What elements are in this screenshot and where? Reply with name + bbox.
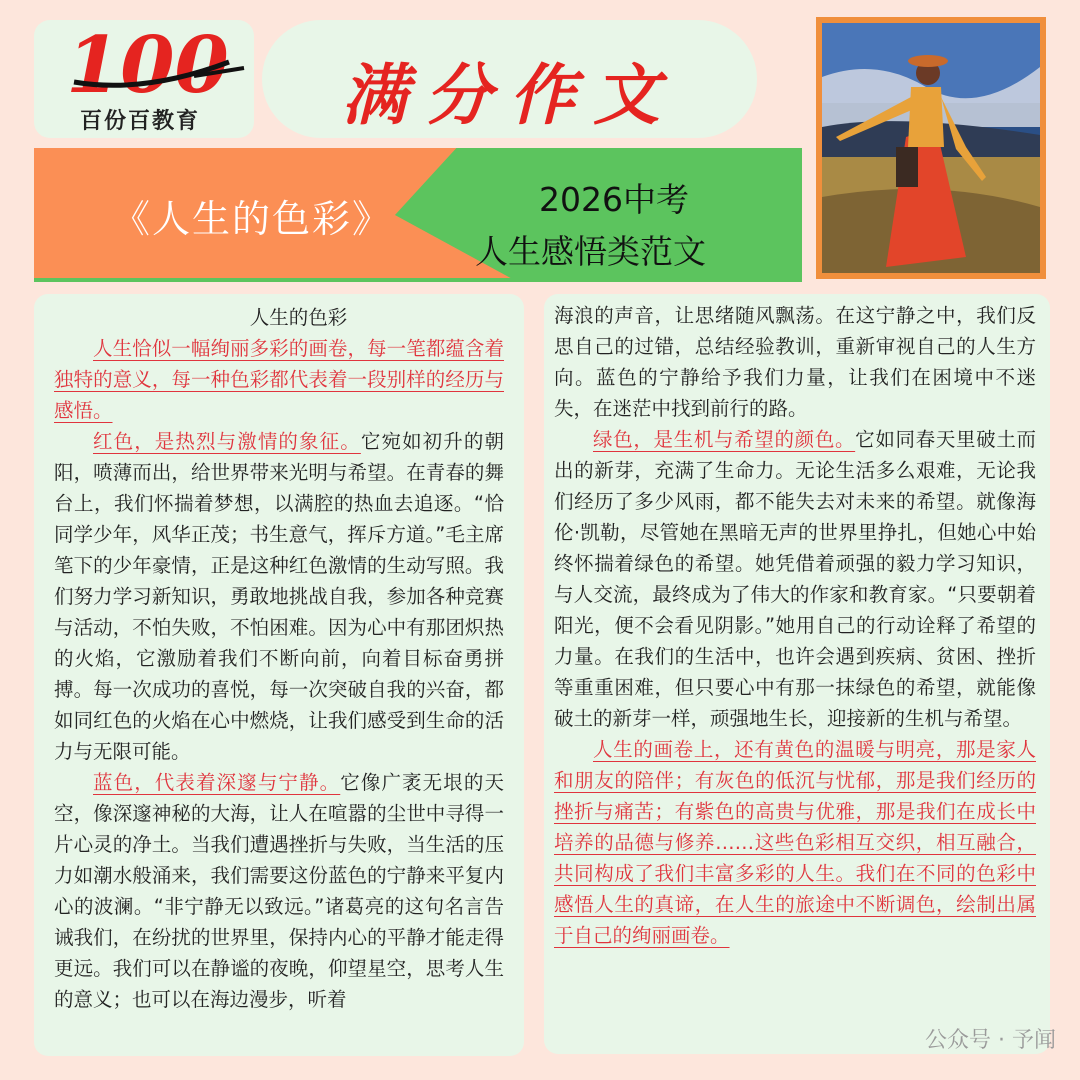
essay-column-right: [544, 294, 1050, 1054]
green-highlight: 绿色，是生机与希望的颜色。: [593, 428, 856, 451]
logo-text: 百份百教育: [80, 109, 201, 134]
paragraph-blue-continued: 海浪的声音，让思绪随风飘荡。在这宁静之中，我们反思自己的过错，总结经验教训，重新审视自己的人生方向。蓝色的宁静给予我们力量，让我们在困境中不迷失，在迷茫中找到前行的路。: [554, 304, 1036, 420]
paragraph-conclusion: [554, 734, 1036, 951]
green-text: 它如同春天里破土而出的新芽，充满了生命力。无论生活多么艰难，无论我们经历了多少风雨，都不能失去对未来的希望。就像海伦·凯勒，尽管她在黑暗无声的世界里挣扎，但她心中始终怀揣着绿色的希望。她凭借着顽强的毅力学习知识，与人交流，最终成为了伟大的作家和教育家。“只要朝着阳光，便不会看见阴影。”她用自己的行动诠释了希望的力量。在我们的生活中，也许会遇到疾病、贫困、挫折等重重困难，但只要心中有那一抹绿色的希望，就能像破土的新芽一样，顽强地生长，迎接新的生机与希望。: [554, 428, 1036, 730]
banner-exam-year: 2026中考: [539, 180, 689, 219]
woman-in-red-dress-image: [816, 17, 1046, 279]
paragraph-red: [54, 426, 504, 767]
intro-highlight: 人生恰似一幅绚丽多彩的画卷，每一笔都蕴含着独特的意义，每一种色彩都代表着一段别样的经历与感悟。: [54, 337, 504, 422]
paragraph-intro: [54, 333, 504, 426]
blue-highlight: 蓝色，代表着深邃与宁静。: [93, 771, 341, 794]
essay-column-left: [34, 294, 524, 1056]
paragraph-blue: [54, 767, 504, 1015]
red-highlight: 红色，是热烈与激情的象征。: [93, 430, 361, 453]
page-title: 满分作文: [341, 56, 678, 134]
logo-panel: [34, 20, 254, 138]
paragraph-green: [554, 424, 1036, 734]
title-panel: [262, 20, 757, 138]
banner-essay-title: 《人生的色彩》: [112, 197, 393, 241]
watermark: 公众号 · 予闻: [925, 1028, 1056, 1053]
essay-title: 人生的色彩: [249, 306, 348, 329]
banner: [34, 148, 802, 282]
logo-icon: [44, 22, 249, 108]
red-text: 它宛如初升的朝阳，喷薄而出，给世界带来光明与希望。在青春的舞台上，我们怀揣着梦想，以满腔的热血去追逐。“恰同学少年，风华正茂；书生意气，挥斥方道。”毛主席笔下的少年豪情，正是这种红色激情的生动写照。我们努力学习新知识，勇敢地挑战自我，参加各种竞赛与活动，不怕失败，不怕困难。因为心中有那团炽热的火焰，它激励着我们不断向前，向着目标奋勇拼搏。每一次成功的喜悦，每一次突破自我的兴奋，都如同红色的火焰在心中燃烧，让我们感受到生命的活力与无限可能。: [54, 430, 504, 763]
cover-photo: [816, 17, 1046, 279]
banner-category: 人生感悟类范文: [475, 232, 706, 271]
logo-mark: 100: [66, 22, 229, 108]
conclusion-highlight: 人生的画卷上，还有黄色的温暖与明亮，那是家人和朋友的陪伴；有灰色的低沉与忧郁，那是我们经历的挫折与痛苦；有紫色的高贵与优雅，那是我们在成长中培养的品德与修养……这些色彩相互交织，相互融合，共同构成了我们丰富多彩的人生。我们在不同的色彩中感悟人生的真谛，在人生的旅途中不断调色，绘制出属于自己的绚丽画卷。: [554, 738, 1036, 947]
banner-stripe: [34, 278, 802, 282]
blue-text: 它像广袤无垠的天空，像深邃神秘的大海，让人在喧嚣的尘世中寻得一片心灵的净土。当我们遭遇挫折与失败，当生活的压力如潮水般涌来，我们需要这份蓝色的宁静来平复内心的波澜。“非宁静无以致远。”诸葛亮的这句名言告诫我们，在纷扰的世界里，保持内心的平静才能走得更远。我们可以在静谧的夜晚，仰望星空，思考人生的意义；也可以在海边漫步，听着: [54, 771, 504, 1011]
